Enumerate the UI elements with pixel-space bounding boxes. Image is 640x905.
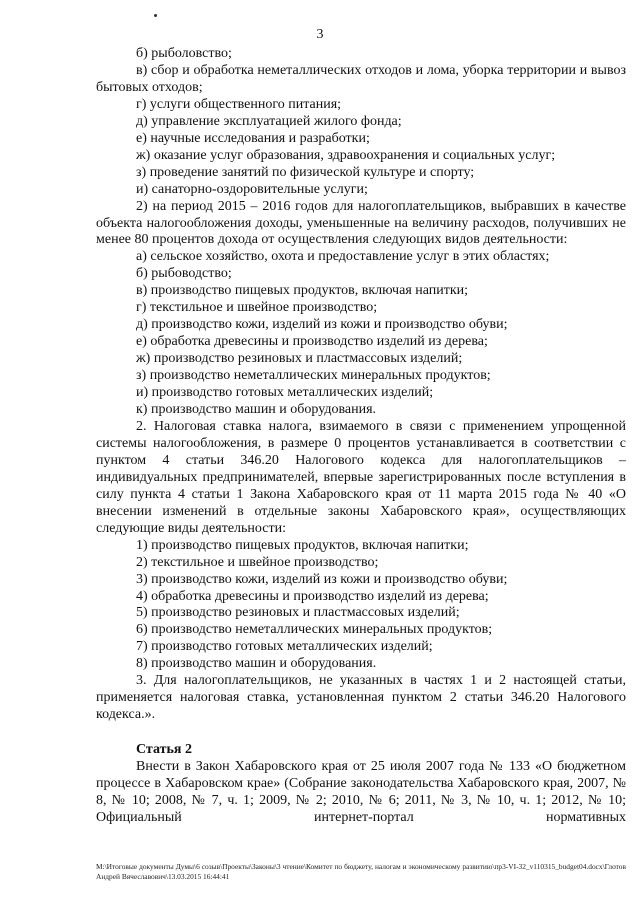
list-item: ж) производство резиновых и пластмассовых изделий;: [136, 351, 463, 367]
list-item: а) сельское хозяйство, охота и предоставление услуг в этих областях;: [136, 249, 550, 265]
list-item: е) обработка древесины и производство изделий из дерева;: [136, 334, 488, 350]
paragraph: Внести в Закон Хабаровского края от 25 июля 2007 года № 133 «О бюджетном процессе в Хабаровском крае» (Собрание законодательства Хабаровского края, 2007, № 8, № 10; 2008, № 7, ч. 1; 2009, № 2; 2010, № 6; 2011, № 3, № 10, ч. 1; 2012, № 10; Официальный интернет-портал нормативных: [96, 759, 626, 825]
paragraph: 2. Налоговая ставка налога, взимаемого в связи с применением упрощенной системы налогообложения, в размере 0 процентов устанавливается в соответствии с пунктом 4 статьи 346.20 Налогового кодекса для налогоплательщиков – индивидуальных предпринимателей, впервые зарегистрированных после вступления в силу пункта 4 статьи 1 Закона Хабаровского края от 11 марта 2015 года № 40 «О внесении изменений в отдельные законы Хабаровского края», осуществляющих следующие виды деятельности:: [96, 418, 626, 536]
article-heading: Статья 2: [136, 742, 192, 758]
page-number: 3: [316, 27, 324, 42]
list-item: 1) производство пищевых продуктов, включая напитки;: [136, 537, 469, 553]
list-item: 7) производство готовых металлических изделий;: [136, 639, 433, 655]
list-item: и) санаторно-оздоровительные услуги;: [136, 181, 368, 197]
list-item: 5) производство резиновых и пластмассовых изделий;: [136, 605, 460, 621]
list-item: д) производство кожи, изделий из кожи и производство обуви;: [136, 317, 508, 333]
list-item: г) текстильное и швейное производство;: [136, 300, 378, 316]
list-item: б) рыбоводство;: [136, 266, 232, 282]
list-item: 6) производство неметаллических минеральных продуктов;: [136, 622, 493, 638]
list-item: ж) оказание услуг образования, здравоохранения и социальных услуг;: [136, 147, 556, 163]
list-item: 2) текстильное и швейное производство;: [136, 554, 379, 570]
scan-speck: [154, 14, 157, 17]
paragraph: 2) на период 2015 – 2016 годов для налогоплательщиков, выбравших в качестве объекта налогообложения доходы, уменьшенные на величину расходов, получивших не менее 80 процентов дохода от осуществления следующих видов деятельности:: [96, 198, 626, 248]
list-item: б) рыболовство;: [136, 46, 232, 61]
list-item: к) производство машин и оборудования.: [136, 402, 377, 418]
spacer: [96, 724, 626, 742]
list-item: д) управление эксплуатацией жилого фонда;: [136, 113, 402, 129]
paragraph: 3. Для налогоплательщиков, не указанных в частях 1 и 2 настоящей статьи, применяется налоговая ставка, установленная пунктом 2 статьи 346.20 Налогового кодекса.».: [96, 673, 626, 723]
list-item: 8) производство машин и оборудования.: [136, 656, 377, 672]
document-body: [96, 46, 626, 827]
list-item: 4) обработка древесины и производство изделий из дерева;: [136, 588, 489, 604]
list-item: г) услуги общественного питания;: [136, 96, 342, 112]
list-item: з) проведение занятий по физической культуре и спорту;: [136, 164, 475, 180]
list-item: 3) производство кожи, изделий из кожи и производство обуви;: [136, 571, 508, 587]
list-item: е) научные исследования и разработки;: [136, 130, 370, 146]
list-item: з) производство неметаллических минеральных продуктов;: [136, 368, 491, 384]
list-item: и) производство готовых металлических изделий;: [136, 385, 434, 401]
list-item: в) сбор и обработка неметаллических отходов и лома, уборка территории и вывоз бытовых отходов;: [96, 62, 626, 95]
file-path-footer: M:\Итоговые документы Думы\6 созыв\Проекты\Законы\3 чтение\Комитет по бюджету, налогам и экономическому развитию\пр3-VI-32_v110315_budget04.docx\Глотов Андрей Вячеславович\13.03.2015 16:44:41: [96, 862, 626, 881]
list-item: в) производство пищевых продуктов, включая напитки;: [136, 283, 469, 299]
